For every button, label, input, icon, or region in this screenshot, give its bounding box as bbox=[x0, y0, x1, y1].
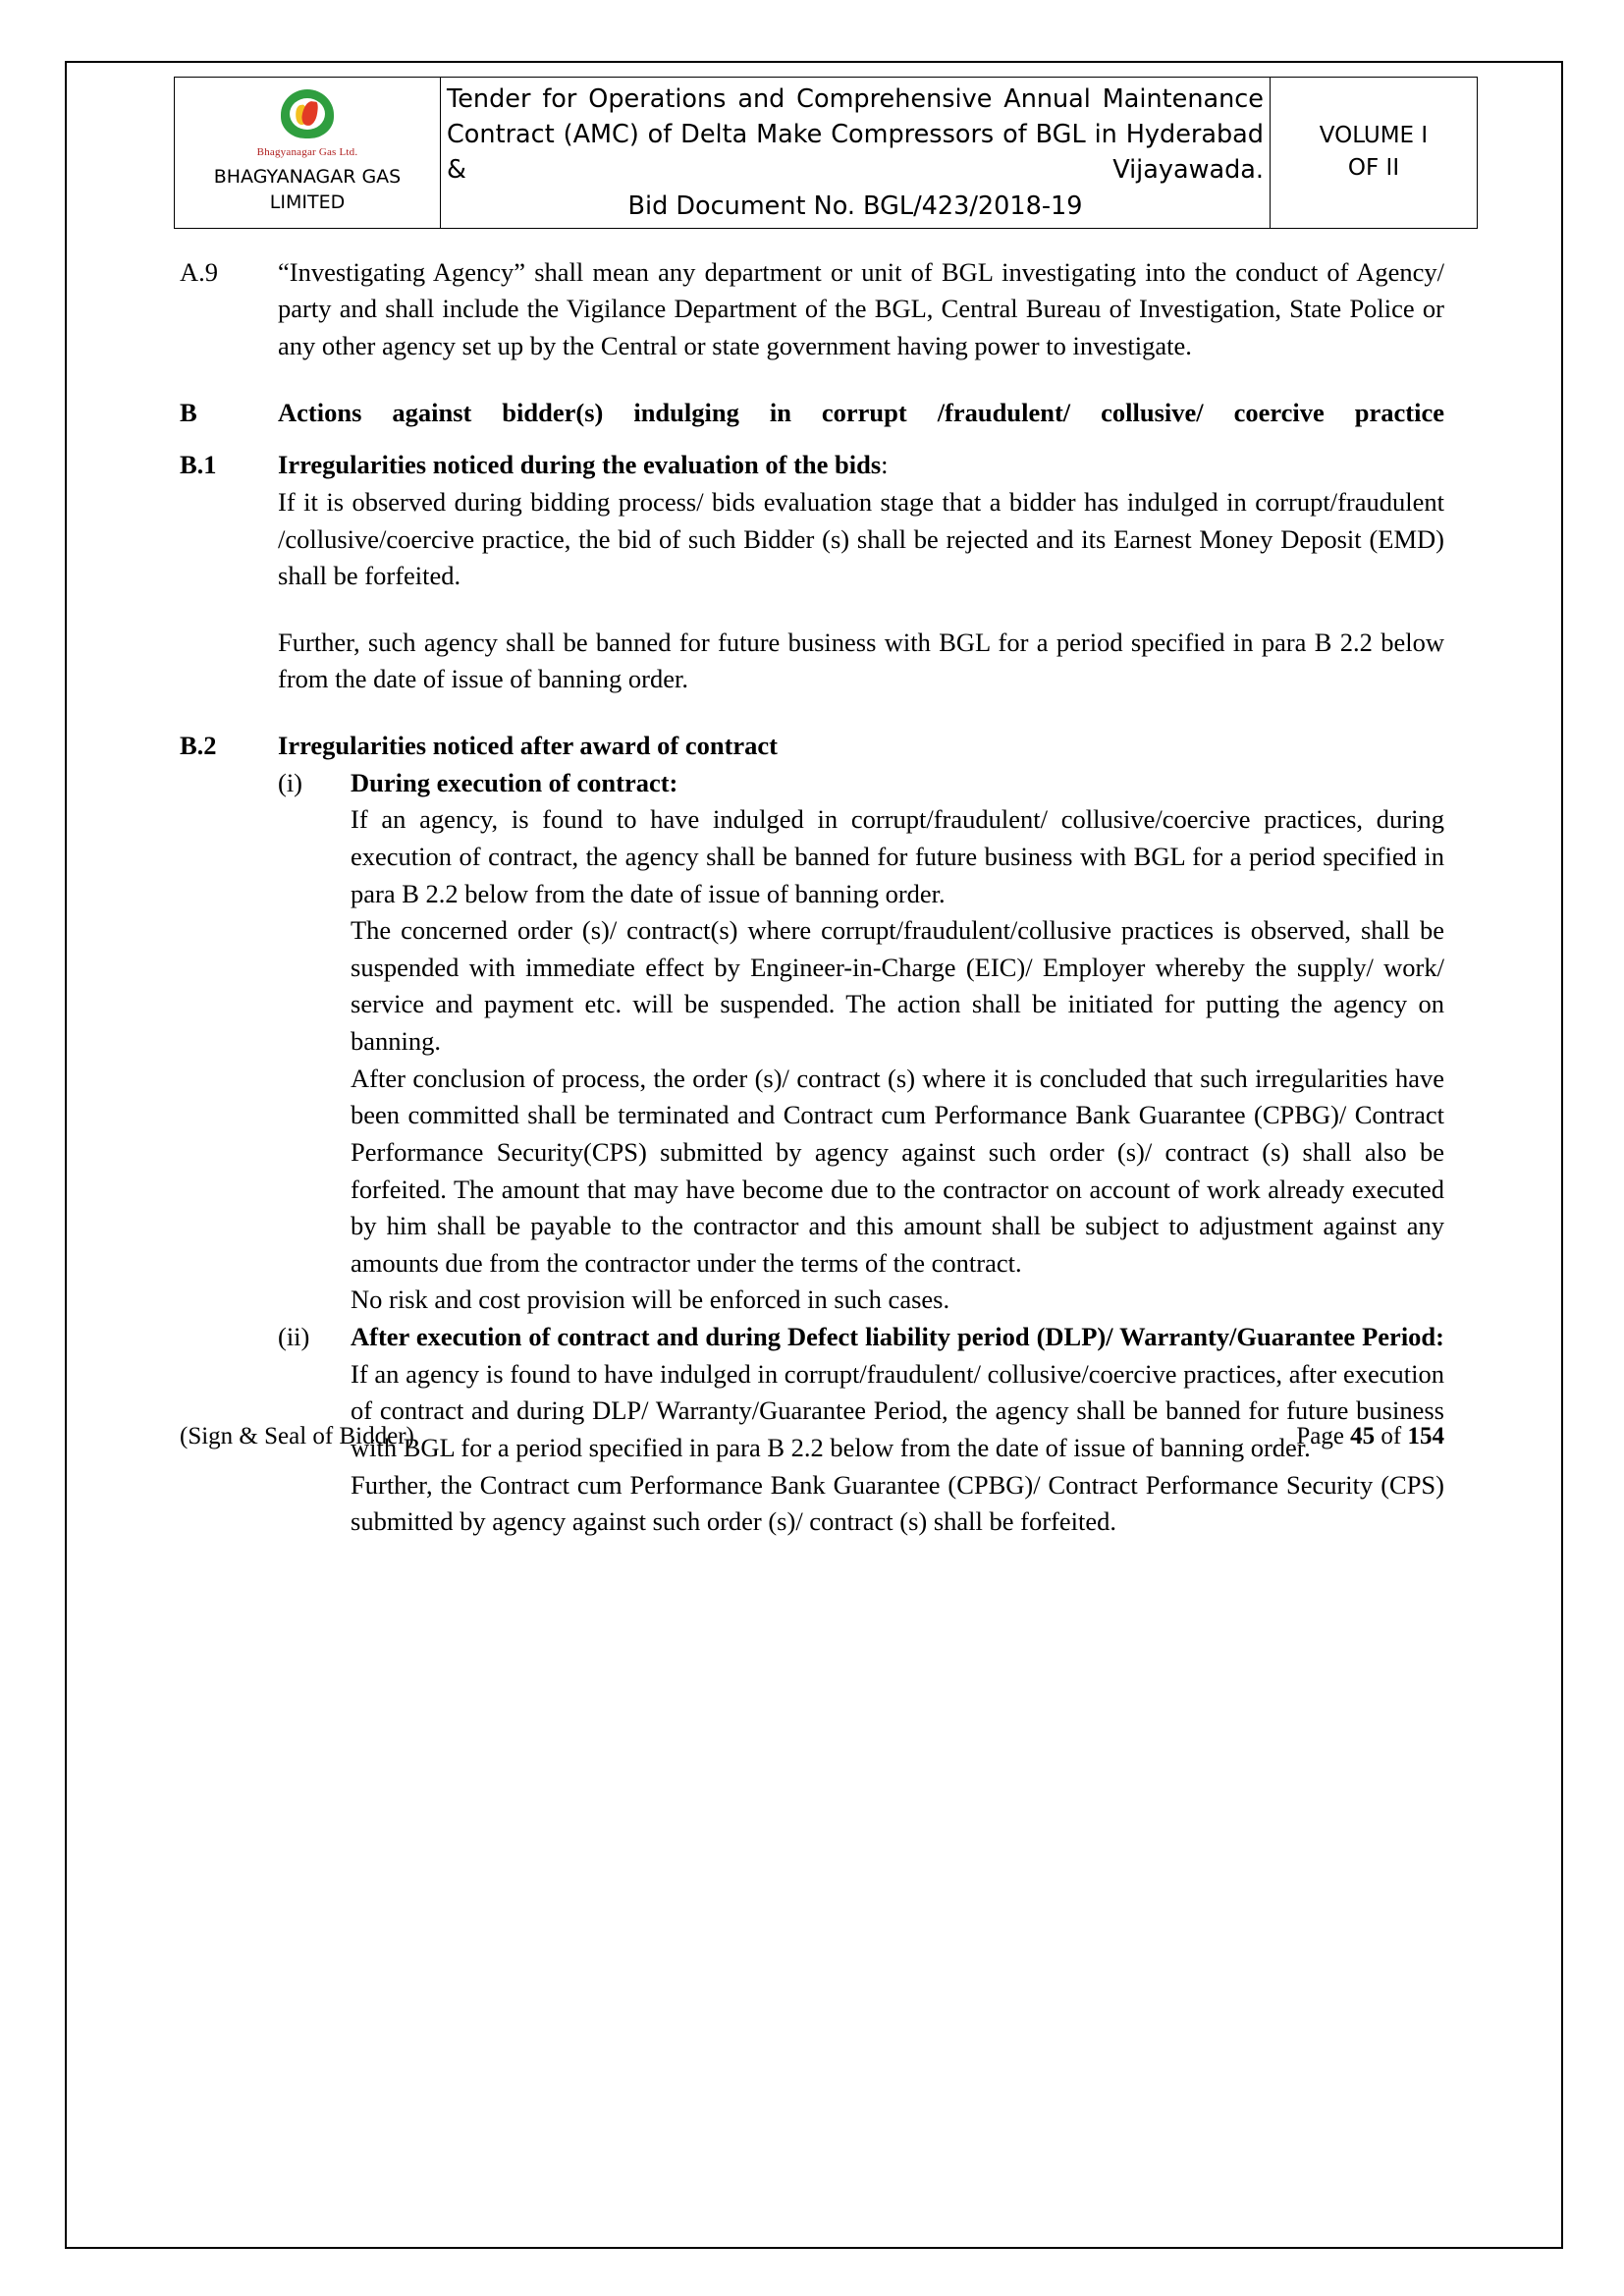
document-body bbox=[180, 229, 1444, 1541]
clause-b2-item-i-para2: The concerned order (s)/ contract(s) where corrupt/fraudulent/collusive practices is observed, shall be suspended with immediate effect by Engineer-in-Charge (EIC)/ Employer whereby the supply/ work/ service and payment etc. will be suspended. The action shall be initiated for putting the agency on banning. bbox=[351, 915, 1444, 1057]
footer-sign-seal: (Sign & Seal of Bidder) bbox=[180, 1422, 414, 1449]
clause-b2-item-i-heading: During execution of contract: bbox=[351, 767, 678, 797]
clause-b2-heading: Irregularities noticed after award of contract bbox=[278, 731, 778, 761]
clause-b2-item-ii bbox=[180, 1319, 1444, 1356]
clause-b-heading: Actions against bidder(s) indulging in corrupt /fraudulent/ collusive/ coercive practice bbox=[278, 397, 1444, 427]
clause-b2-item-ii-para1: If an agency is found to have indulged in corrupt/fraudulent/ collusive/coercive practices, after execution of contract and during DLP/ Warranty/Guarantee Period, the agency shall be banned for future business with BGL for a period specified in para B 2.2 below from the date of issue of banning order. bbox=[351, 1358, 1444, 1462]
volume-line2: OF II bbox=[1347, 155, 1400, 182]
footer-page-total: 154 bbox=[1407, 1422, 1444, 1449]
document-header-table bbox=[174, 77, 1478, 229]
header-volume-cell bbox=[1271, 78, 1478, 229]
clause-b bbox=[180, 395, 1444, 432]
clause-b2 bbox=[180, 728, 1444, 765]
header-logo-cell bbox=[175, 78, 441, 229]
clause-b2-item-ii-label: (ii) bbox=[278, 1322, 310, 1352]
page-content bbox=[174, 63, 1450, 1541]
clause-a9-label: A.9 bbox=[180, 256, 219, 287]
logo-caption: Bhagyanagar Gas Ltd. bbox=[256, 146, 358, 159]
clause-b2-item-i-para3: After conclusion of process, the order (s)/ contract (s) where it is concluded that such irregularities have been committed shall be terminated and Contract cum Performance Bank Guarantee (CPBG)/ Contract Performance Security(CPS) submitted by agency against such order (s)/ contract (s) shall also be forfeited. The amount that may have become due to the contractor on account of work already executed by him shall be payable to the contractor and this amount shall be subject to adjustment against any amounts due from the contractor under the terms of the contract. bbox=[351, 1063, 1444, 1278]
clause-b2-item-ii-para2: Further, the Contract cum Performance Bank Guarantee (CPBG)/ Contract Performance Security (CPS) submitted by agency against such order (s)/ contract (s) shall be forfeited. bbox=[351, 1469, 1444, 1537]
header-bid-document-no: Bid Document No. BGL/423/2018-19 bbox=[627, 191, 1083, 221]
clause-b1-para2: Further, such agency shall be banned for future business with BGL for a period specified in para B 2.2 below from the date of issue of banning order. bbox=[278, 627, 1444, 694]
clause-b1-heading: Irregularities noticed during the evaluation of the bids bbox=[278, 450, 882, 480]
clause-b1 bbox=[180, 447, 1444, 484]
clause-a9 bbox=[180, 254, 1444, 365]
header-title-line2: Maintenance Contract (AMC) of Delta Make bbox=[447, 84, 1264, 150]
bgl-flame-logo-icon bbox=[277, 89, 338, 144]
page-footer bbox=[180, 1423, 1444, 1450]
footer-page-of: of bbox=[1375, 1422, 1408, 1449]
clause-b2-item-i bbox=[180, 765, 1444, 802]
footer-page-prefix: Page bbox=[1296, 1422, 1351, 1449]
clause-b1-para1: If it is observed during bidding process/ bids evaluation stage that a bidder has indulged in corrupt/fraudulent /collusive/coercive practice, the bid of such Bidder (s) shall be rejected and its Earnest Money Deposit (EMD) shall be forfeited. bbox=[278, 486, 1444, 591]
clause-b2-item-i-para1: If an agency, is found to have indulged in corrupt/fraudulent/ collusive/coercive practices, during execution of contract, the agency shall be banned for future business with BGL for a period specified in para B 2.2 below from the date of issue of banning order. bbox=[351, 804, 1444, 908]
header-title-cell bbox=[441, 78, 1271, 229]
clause-b1-heading-suffix: : bbox=[881, 450, 889, 480]
volume-line1: VOLUME I bbox=[1319, 123, 1429, 149]
clause-b2-label: B.2 bbox=[180, 731, 217, 761]
footer-page-number bbox=[1296, 1423, 1444, 1450]
clause-b2-item-ii-heading: After execution of contract and during Defect liability period (DLP)/ Warranty/Guarantee Period: bbox=[351, 1322, 1444, 1352]
footer-page-current: 45 bbox=[1350, 1422, 1376, 1449]
clause-b2-item-i-label: (i) bbox=[278, 767, 303, 797]
company-name-line2: LIMITED bbox=[269, 191, 346, 213]
clause-b2-item-i-para4: No risk and cost provision will be enforced in such cases. bbox=[351, 1285, 950, 1315]
clause-a9-text: “Investigating Agency” shall mean any department or unit of BGL investigating into the conduct of Agency/ party and shall include the Vigilance Department of the BGL, Central Bureau of Investigation, State Police or any other agency set up by the Central or state government having power to investigate. bbox=[278, 256, 1444, 361]
clause-b1-heading-wrap bbox=[278, 447, 1444, 484]
clause-b1-label: B.1 bbox=[180, 450, 217, 480]
company-name-line1: BHAGYANAGAR GAS bbox=[213, 166, 402, 189]
header-title-line1: Tender for Operations and Comprehensive Annual bbox=[447, 84, 1091, 114]
header-title-line3: Compressors of BGL in Hyderabad & Vijayawada. bbox=[447, 120, 1264, 186]
clause-b-label: B bbox=[180, 397, 197, 427]
